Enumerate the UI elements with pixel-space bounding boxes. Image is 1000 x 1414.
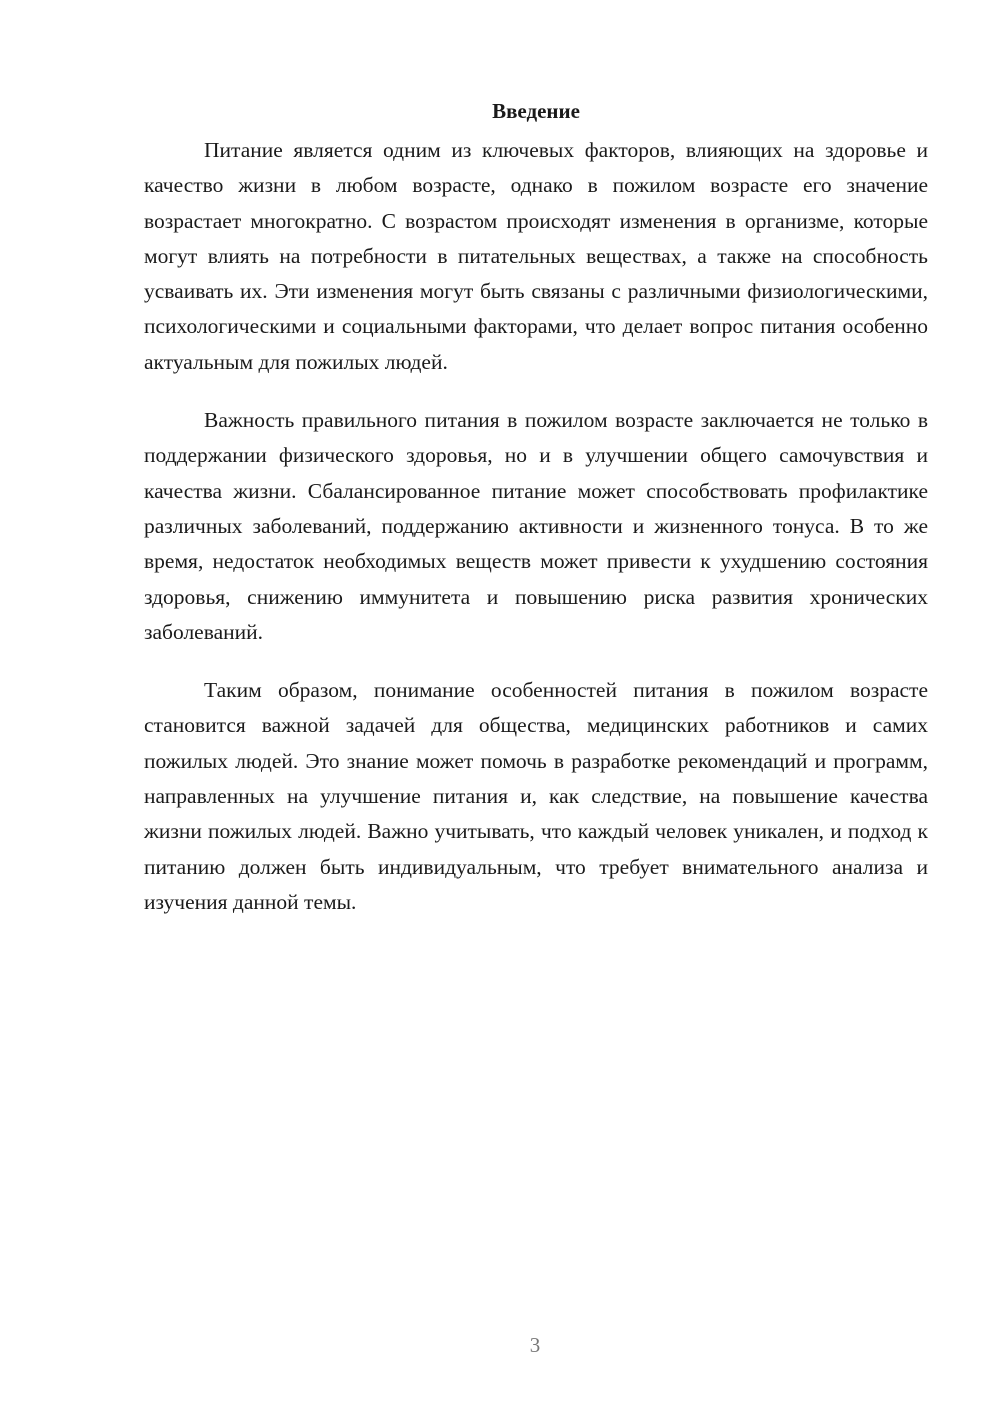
section-title: Введение	[492, 99, 580, 123]
paragraph-1: Питание является одним из ключевых факторов, влияющих на здоровье и качество жизни в любом возрасте, однако в пожилом возрасте его значение возрастает многократно. С возрастом происходят изменения в организме, которые могут влиять на потребности в питательных веществах, а также на способность усваивать их. Эти изменения могут быть связаны с различными физиологическими, психологическими и социальными факторами, что делает вопрос питания особенно актуальным для пожилых людей.	[144, 138, 928, 374]
paragraph-3: Таким образом, понимание особенностей питания в пожилом возрасте становится важной задачей для общества, медицинских работников и самих пожилых людей. Это знание может помочь в разработке рекомендаций и программ, направленных на улучшение питания и, как следствие, на повышение качества жизни пожилых людей. Важно учитывать, что каждый человек уникален, и подход к питанию должен быть индивидуальным, что требует внимательного анализа и изучения данной темы.	[144, 678, 928, 914]
document-page	[144, 95, 928, 920]
page-number: 3	[529, 1333, 541, 1357]
paragraph-2: Важность правильного питания в пожилом возрасте заключается не только в поддержании физического здоровья, но и в улучшении общего самочувствия и качества жизни. Сбалансированное питание может способствовать профилактике различных заболеваний, поддержанию активности и жизненного тонуса. В то же время, недостаток необходимых веществ может привести к ухудшению состояния здоровья, снижению иммунитета и повышению риска развития хронических заболеваний.	[144, 408, 928, 644]
